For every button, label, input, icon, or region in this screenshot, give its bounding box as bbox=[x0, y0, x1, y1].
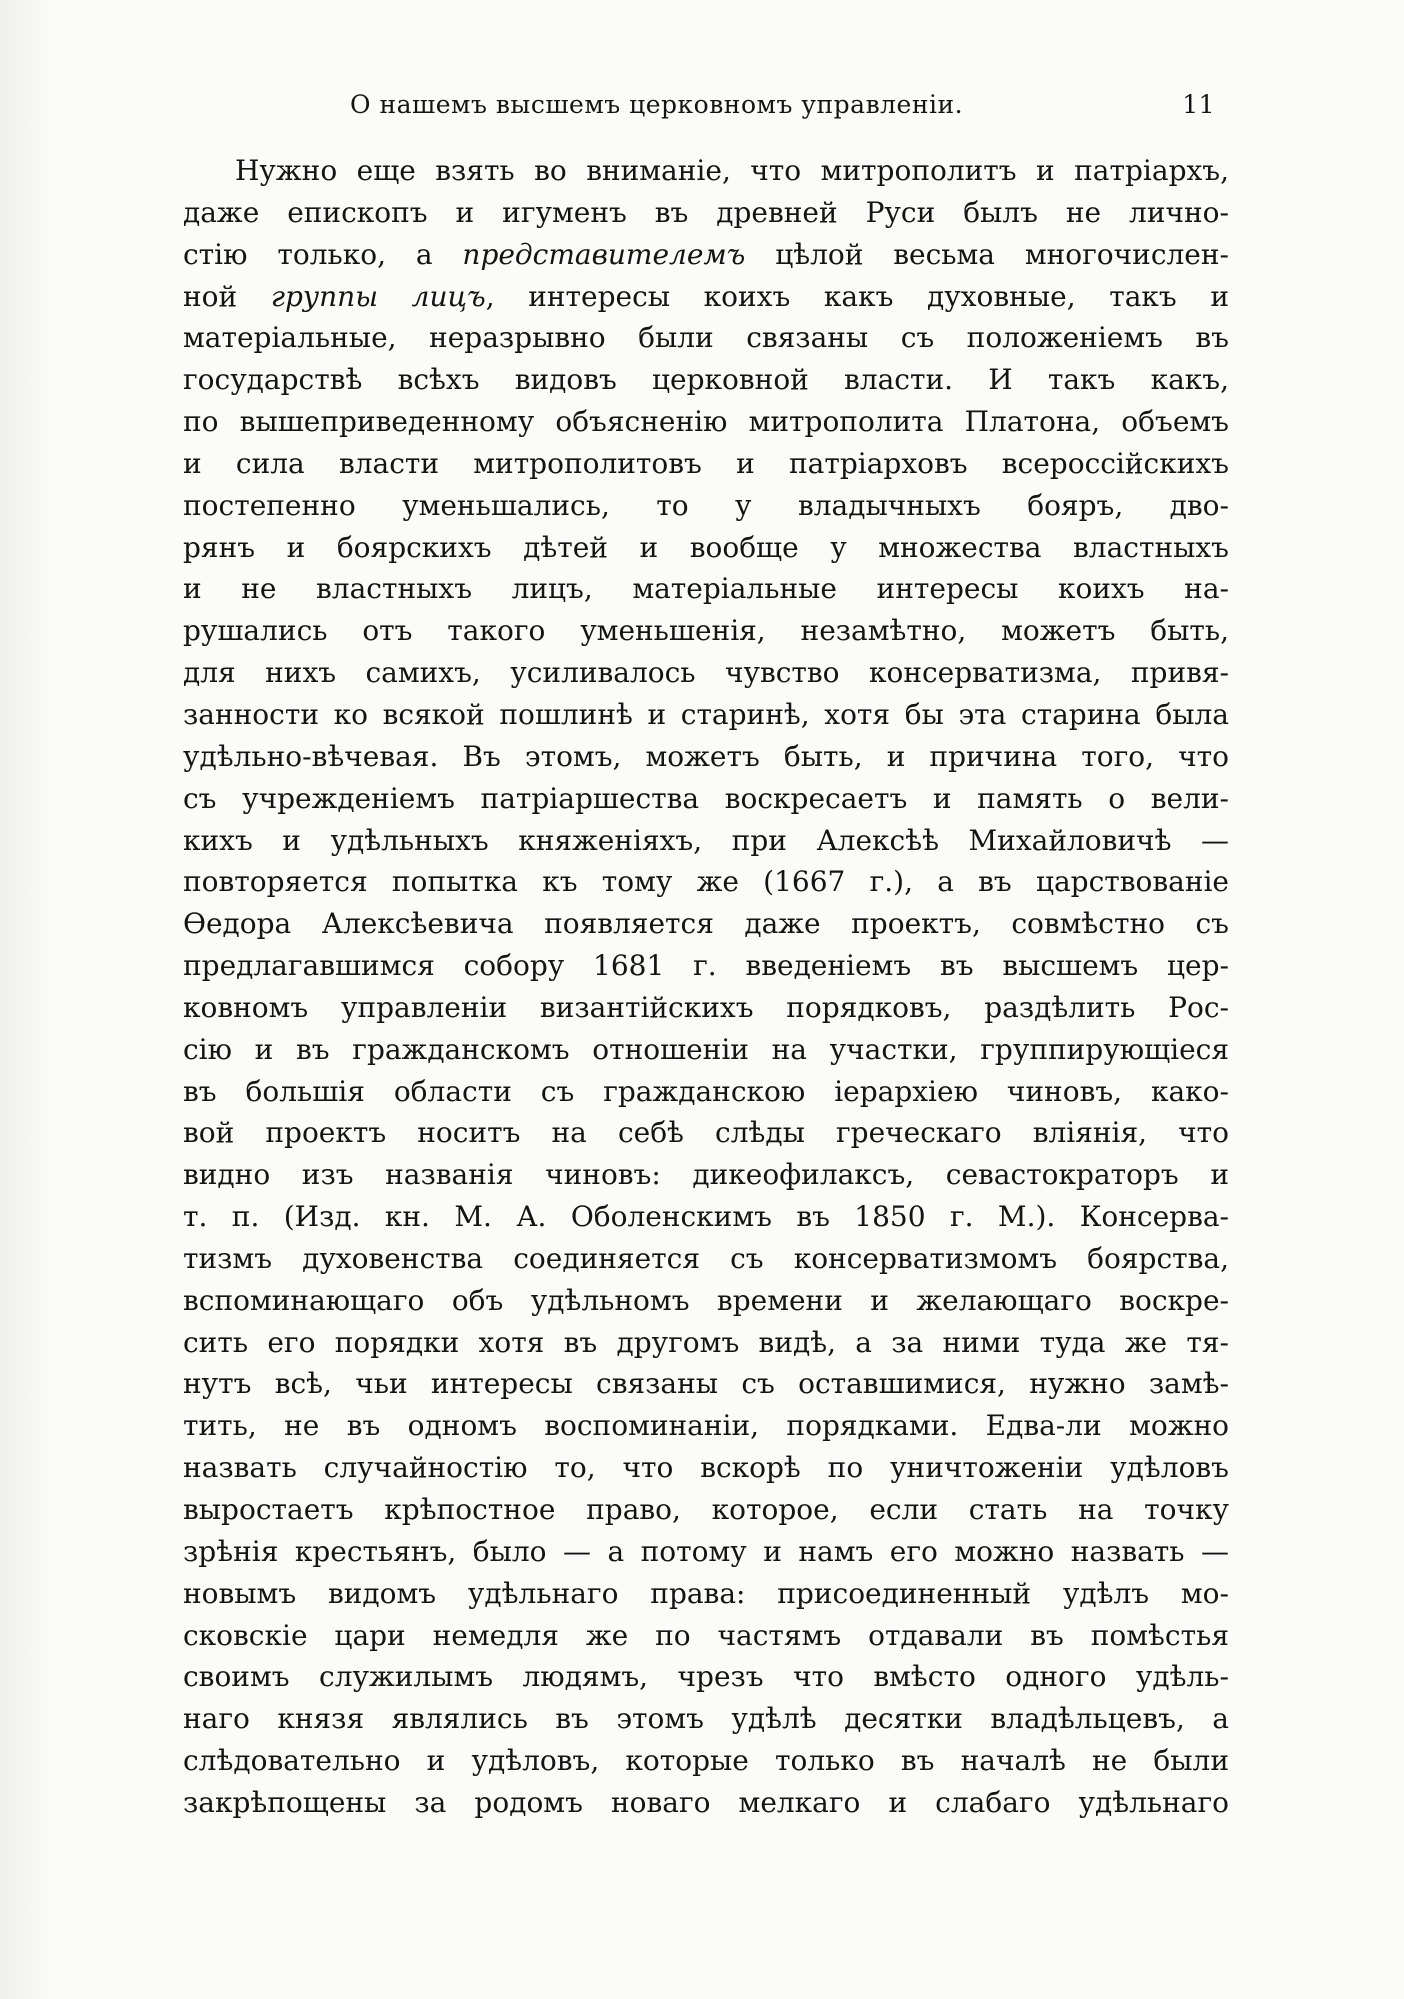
text-line bbox=[183, 1740, 1229, 1782]
text-segment: повторяется попытка къ тому же (1667 г.), а въ царствованіе bbox=[183, 865, 1229, 899]
text-segment: сить его порядки хотя въ другомъ видѣ, а за ними туда же тя- bbox=[183, 1325, 1229, 1359]
text-line bbox=[183, 1280, 1229, 1322]
text-line bbox=[183, 861, 1229, 903]
text-line bbox=[183, 276, 1229, 318]
text-segment: сковскіе цари немедля же по частямъ отдавали въ помѣстья bbox=[183, 1618, 1229, 1652]
text-segment: Ѳедора Алексѣевича появляется даже проектъ, совмѣстно съ bbox=[183, 907, 1229, 941]
text-segment: выростаетъ крѣпостное право, которое, если стать на точку bbox=[183, 1493, 1229, 1526]
text-segment: цѣлой весьма многочислен- bbox=[745, 237, 1229, 271]
text-line bbox=[183, 1029, 1229, 1071]
text-line bbox=[183, 317, 1229, 359]
text-line bbox=[183, 485, 1229, 527]
text-segment: вспоминающаго объ удѣльномъ времени и желающаго воскре- bbox=[183, 1283, 1229, 1317]
text-line bbox=[183, 1071, 1229, 1113]
text-segment: новымъ видомъ удѣльнаго права: присоединенный удѣлъ мо- bbox=[183, 1576, 1229, 1610]
text-segment: занности ко всякой пошлинѣ и старинѣ, хотя бы эта старина была bbox=[183, 697, 1229, 731]
text-line bbox=[183, 778, 1229, 820]
text-segment: наго князя являлись въ этомъ удѣлѣ десятки владѣльцевъ, а bbox=[183, 1702, 1229, 1736]
text-line bbox=[183, 1698, 1229, 1740]
italic-term: представителемъ bbox=[462, 237, 746, 271]
text-line bbox=[183, 1363, 1229, 1405]
text-segment: тизмъ духовенства соединяется съ консерватизмомъ боярства, bbox=[183, 1241, 1229, 1275]
text-line bbox=[183, 945, 1229, 987]
running-header bbox=[185, 90, 1225, 130]
text-segment: постепенно уменьшались, то у владычныхъ бояръ, дво- bbox=[183, 488, 1229, 522]
text-line bbox=[183, 1322, 1229, 1364]
text-line bbox=[183, 568, 1229, 610]
page-number: 11 bbox=[1182, 90, 1215, 119]
text-line bbox=[183, 1489, 1229, 1531]
text-line bbox=[183, 1405, 1229, 1447]
text-segment: стію только, а bbox=[183, 237, 463, 271]
text-segment: и не властныхъ лицъ, матеріальные интересы коихъ на- bbox=[183, 572, 1229, 606]
text-line bbox=[183, 610, 1229, 652]
text-segment: Нужно еще взять во вниманіе, что митрополитъ и патріархъ, bbox=[235, 154, 1229, 187]
text-segment: ной bbox=[183, 279, 271, 313]
text-segment: ковномъ управленіи византійскихъ порядковъ, раздѣлить Рос- bbox=[183, 990, 1229, 1024]
text-line bbox=[183, 652, 1229, 694]
text-segment: государствѣ всѣхъ видовъ церковной власти. И такъ какъ, bbox=[183, 363, 1229, 397]
text-segment: сію и въ гражданскомъ отношеніи на участки, группирующіеся bbox=[183, 1032, 1229, 1066]
text-line bbox=[183, 150, 1229, 192]
text-segment: назвать случайностію то, что вскорѣ по уничтоженіи удѣловъ bbox=[183, 1451, 1229, 1485]
text-line bbox=[183, 1615, 1229, 1657]
text-segment: и сила власти митрополитовъ и патріарховъ всероссійскихъ bbox=[183, 446, 1229, 480]
text-segment: рянъ и боярскихъ дѣтей и вообще у множества властныхъ bbox=[183, 530, 1229, 564]
text-line bbox=[183, 443, 1229, 485]
running-title: О нашемъ высшемъ церковномъ управленіи. bbox=[350, 90, 964, 119]
text-line bbox=[183, 401, 1229, 443]
text-segment: т. п. (Изд. кн. М. А. Оболенскимъ въ 1850 г. М.). Консерва- bbox=[183, 1200, 1229, 1234]
text-line bbox=[183, 1112, 1229, 1154]
text-line bbox=[183, 694, 1229, 736]
text-line bbox=[183, 1447, 1229, 1489]
text-line bbox=[183, 1154, 1229, 1196]
text-line bbox=[183, 1238, 1229, 1280]
text-segment: для нихъ самихъ, усиливалось чувство консерватизма, привя- bbox=[183, 656, 1229, 690]
text-segment: въ большія области съ гражданскою іерархіею чиновъ, како- bbox=[183, 1074, 1229, 1108]
italic-term: группы лицъ bbox=[270, 279, 486, 313]
text-line bbox=[183, 1196, 1229, 1238]
text-segment: своимъ служилымъ людямъ, чрезъ что вмѣсто одного удѣль- bbox=[183, 1660, 1229, 1694]
body-text bbox=[183, 150, 1229, 1824]
text-segment: слѣдовательно и удѣловъ, которые только въ началѣ не были bbox=[183, 1744, 1229, 1778]
text-line bbox=[183, 903, 1229, 945]
text-line bbox=[183, 1573, 1229, 1615]
text-segment: тить, не въ одномъ воспоминаніи, порядками. Едва-ли можно bbox=[183, 1409, 1229, 1443]
text-line bbox=[183, 527, 1229, 569]
text-line bbox=[183, 736, 1229, 778]
text-segment: даже епископъ и игуменъ въ древней Руси былъ не лично- bbox=[183, 195, 1229, 229]
page-gutter-shade bbox=[0, 0, 60, 1999]
text-line bbox=[183, 1531, 1229, 1573]
text-line bbox=[183, 192, 1229, 234]
text-segment: удѣльно-вѣчевая. Въ этомъ, можетъ быть, и причина того, что bbox=[183, 739, 1229, 773]
text-segment: вой проектъ носитъ на себѣ слѣды греческаго вліянія, что bbox=[183, 1116, 1229, 1150]
text-segment: матеріальные, неразрывно были связаны съ положеніемъ въ bbox=[183, 321, 1229, 355]
text-line bbox=[183, 1782, 1229, 1824]
text-line bbox=[183, 987, 1229, 1029]
text-segment: зрѣнія крестьянъ, было — а потому и намъ его можно назвать — bbox=[183, 1534, 1229, 1568]
text-segment: закрѣпощены за родомъ новаго мелкаго и слабаго удѣльнаго bbox=[183, 1785, 1229, 1819]
text-line bbox=[183, 234, 1229, 276]
text-segment: предлагавшимся собору 1681 г. введеніемъ въ высшемъ цер- bbox=[183, 949, 1229, 983]
text-segment: рушались отъ такого уменьшенія, незамѣтно, можетъ быть, bbox=[183, 614, 1229, 648]
text-segment: нутъ всѣ, чьи интересы связаны съ оставшимися, нужно замѣ- bbox=[183, 1367, 1229, 1401]
text-segment: видно изъ названія чиновъ: дикеофилаксъ, севастократоръ и bbox=[183, 1158, 1229, 1192]
text-line bbox=[183, 820, 1229, 862]
text-segment: , интересы коихъ какъ духовные, такъ и bbox=[485, 279, 1229, 313]
text-segment: съ учрежденіемъ патріаршества воскресаетъ и память о вели- bbox=[183, 781, 1229, 815]
text-segment: по вышеприведенному объясненію митрополита Платона, объемъ bbox=[183, 405, 1229, 439]
text-line bbox=[183, 359, 1229, 401]
text-line bbox=[183, 1656, 1229, 1698]
text-segment: кихъ и удѣльныхъ княженіяхъ, при Алексѣѣ Михайловичѣ — bbox=[183, 823, 1229, 857]
